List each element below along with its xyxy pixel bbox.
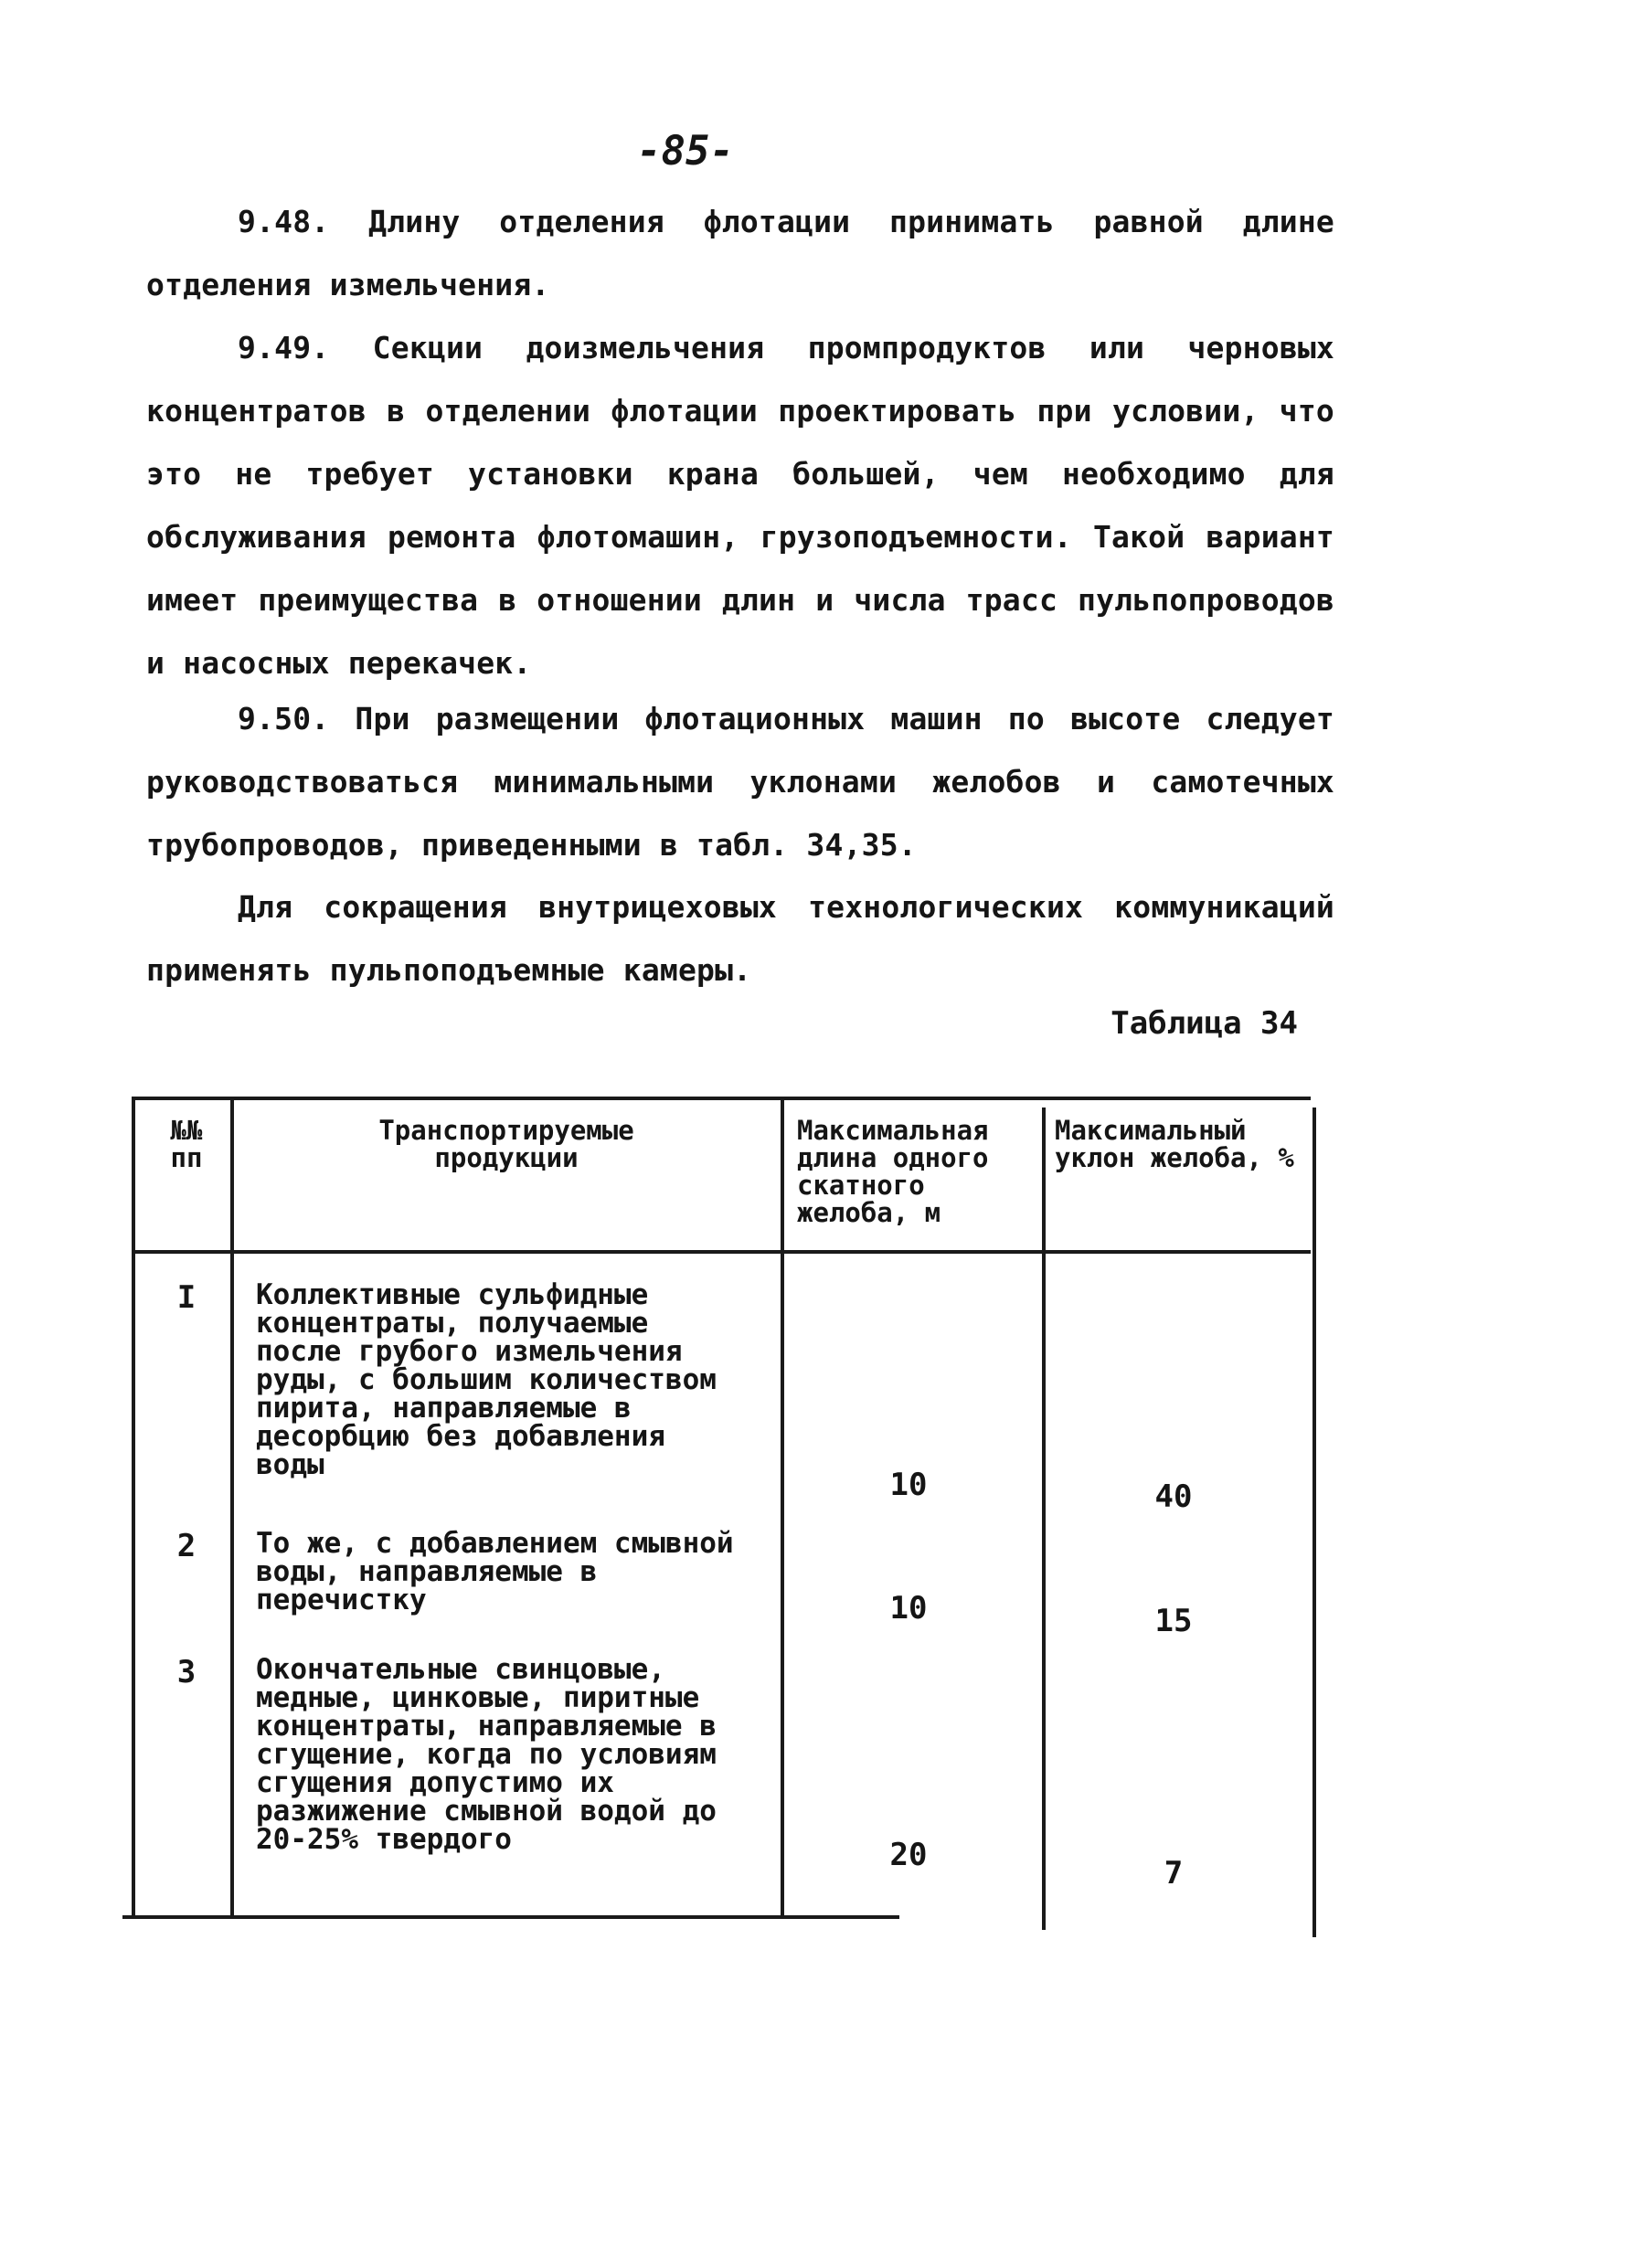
header-slope: Максимальный уклон желоба, %	[1055, 1115, 1294, 1173]
header-product: Транспортируемые продукции	[378, 1115, 634, 1173]
page-number: -85-	[637, 128, 734, 175]
row-2-slope: 15	[1154, 1603, 1193, 1639]
paragraph-9-48	[146, 190, 1334, 316]
paragraph-communications-text: Для сокращения внутрицеховых технологических коммуникаций применять пульпоподъемные камеры.	[146, 889, 1334, 988]
row-3-product: Окончательные свинцовые, медные, цинковые, пиритные концентраты, направляемые в сгущение, когда по условиям сгущения допустимо их разжижение смывной водой до 20-25% твердого	[256, 1653, 717, 1856]
row-3-slope: 7	[1164, 1855, 1184, 1892]
header-num: №№ пп	[170, 1115, 203, 1173]
row-2-product: То же, с добавлением смывной воды, направляемые в перечистку	[256, 1527, 734, 1616]
paragraph-9-48-text: 9.48. Длину отделения флотации принимать равной длине отделения измельчения.	[146, 204, 1334, 302]
paragraph-9-50-text: 9.50. При размещении флотационных машин по высоте следует руководствоваться минимальными уклонами желобов и самотечных трубопроводов, приведенными в табл. 34,35.	[146, 701, 1334, 863]
table-col-divider-2	[781, 1097, 784, 1917]
paragraph-9-49	[146, 316, 1334, 694]
row-2-length: 10	[889, 1590, 928, 1627]
row-1-product: Коллективные сульфидные концентраты, получаемые после грубого измельчения руды, с большим количеством пирита, направляемые в десорбцию без добавления воды	[256, 1278, 717, 1481]
row-1-num: I	[176, 1279, 197, 1316]
paragraph-9-49-text: 9.49. Секции доизмельчения промпродуктов или черновых концентратов в отделении флотации проектировать при условии, что это не требует установки крана большей, чем необходимо для обслуживания ремонта флотомашин, грузоподъемности. Такой вариант имеет преимущества в отношении длин и числа трасс пульпопроводов и насосных перекачек.	[146, 330, 1334, 681]
table-header-divider	[132, 1250, 1311, 1254]
table-left-border	[132, 1097, 135, 1917]
row-3-length: 20	[889, 1837, 928, 1873]
row-3-num: 3	[176, 1654, 197, 1690]
table-col-divider-3	[1042, 1108, 1046, 1930]
paragraph-9-50	[146, 687, 1334, 876]
table-right-border	[1312, 1108, 1316, 1937]
header-length: Максимальная длина одного скатного желоба, м	[797, 1115, 989, 1228]
table-caption: Таблица 34	[1111, 1005, 1298, 1042]
table-col-divider-1	[230, 1097, 234, 1917]
table-34	[122, 1097, 1320, 1937]
row-1-slope: 40	[1154, 1478, 1193, 1515]
paragraph-communications	[146, 875, 1334, 1002]
table-top-border	[132, 1097, 1311, 1100]
row-1-length: 10	[889, 1467, 928, 1503]
row-2-num: 2	[176, 1528, 197, 1564]
